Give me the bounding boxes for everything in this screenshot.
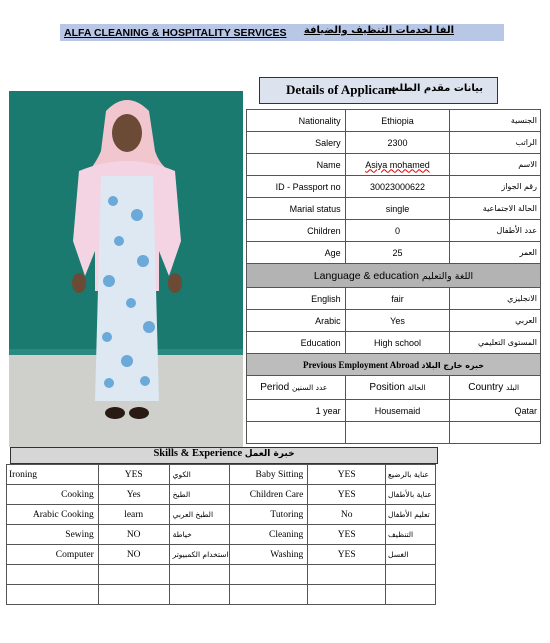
skill-name: Ironing: [7, 465, 99, 485]
skill-name: Children Care: [230, 485, 308, 505]
skill-value: No: [308, 505, 386, 525]
skill-name-ar: الطبخ: [169, 485, 230, 505]
label-ar: عدد الأطفال: [450, 220, 541, 242]
label-ar: الاسم: [450, 154, 541, 176]
applicant-details-table: [246, 109, 541, 444]
table-row: [247, 198, 541, 220]
label-ar: العمر: [450, 242, 541, 264]
value: 25: [345, 242, 450, 264]
position-header: [345, 376, 450, 400]
table-row: [247, 132, 541, 154]
country-header: [450, 376, 541, 400]
skill-name-ar: عناية بالأطفال: [386, 485, 436, 505]
country-value: Qatar: [450, 400, 541, 422]
table-row: [247, 422, 541, 444]
skill-name: Cooking: [7, 485, 99, 505]
skills-table: [6, 464, 436, 605]
skill-name-ar: التنظيف: [386, 525, 436, 545]
skill-value: learn: [98, 505, 169, 525]
skill-value: YES: [98, 465, 169, 485]
position-en: Position: [369, 382, 405, 393]
value: High school: [345, 332, 450, 354]
employment-title-ar: خبره خارج البلاد: [421, 360, 485, 370]
position-ar: الحالة: [407, 383, 426, 392]
company-name-ar: الفا لخدمات التنظيف والضيافة: [303, 25, 454, 36]
table-row: [247, 110, 541, 132]
employment-section-header: [247, 354, 541, 376]
skill-value: NO: [98, 545, 169, 565]
skill-name: Computer: [7, 545, 99, 565]
label-ar: رقم الجواز: [450, 176, 541, 198]
empty-cell: [7, 585, 99, 605]
language-title-ar: اللغة والتعليم: [421, 270, 474, 282]
applicant-name: Asiya mohamed: [365, 159, 430, 170]
empty-cell: [308, 585, 386, 605]
skill-value: YES: [308, 545, 386, 565]
empty-cell: [386, 585, 436, 605]
skill-name-ar: الغسل: [386, 545, 436, 565]
label-ar: الجنسية: [450, 110, 541, 132]
table-row: [7, 465, 436, 485]
skill-name: Tutoring: [230, 505, 308, 525]
value: Yes: [345, 310, 450, 332]
empty-cell: [308, 565, 386, 585]
table-row: [247, 220, 541, 242]
label-ar: المستوى التعليمي: [450, 332, 541, 354]
empty-cell: [169, 585, 230, 605]
skills-title-en: Skills & Experience: [153, 448, 243, 459]
table-row: [7, 545, 436, 565]
empty-cell: [98, 565, 169, 585]
period-en: Period: [260, 382, 290, 393]
table-row: [247, 242, 541, 264]
label-en: Children: [247, 220, 346, 242]
skill-name-ar: عناية بالرضيع: [386, 465, 436, 485]
label-ar: الحالة الاجتماعية: [450, 198, 541, 220]
period-ar: عدد السنين: [291, 383, 328, 392]
value: 2300: [345, 132, 450, 154]
section-title: [247, 354, 541, 376]
section-title: [247, 264, 541, 288]
empty-cell: [345, 422, 450, 444]
empty-cell: [98, 585, 169, 605]
label-en: Arabic: [247, 310, 346, 332]
skill-name: Sewing: [7, 525, 99, 545]
empty-cell: [7, 565, 99, 585]
skill-name-ar: الطبخ العربي: [169, 505, 230, 525]
applicant-photo: [9, 91, 243, 447]
details-header: [259, 77, 498, 104]
label-en: Name: [247, 154, 346, 176]
table-row: [7, 485, 436, 505]
label-en: Marial status: [247, 198, 346, 220]
skill-name: Washing: [230, 545, 308, 565]
period-value: 1 year: [247, 400, 346, 422]
empty-cell: [169, 565, 230, 585]
label-en: Age: [247, 242, 346, 264]
table-row: [247, 154, 541, 176]
period-header: [247, 376, 346, 400]
skills-title-ar: خبرة العمل: [244, 449, 295, 459]
details-title-ar: بيانات مقدم الطلب: [388, 83, 483, 94]
skill-name-ar: خياطة: [169, 525, 230, 545]
skill-value: YES: [308, 465, 386, 485]
skill-value: YES: [308, 525, 386, 545]
employment-title-en: Previous Employment Abroad: [302, 359, 420, 370]
skill-name-ar: استخدام الكمبيوتر: [169, 545, 230, 565]
details-title-en: Details of Applicant: [286, 82, 396, 97]
position-value: Housemaid: [345, 400, 450, 422]
label-en: Education: [247, 332, 346, 354]
table-row: [247, 332, 541, 354]
label-en: Nationality: [247, 110, 346, 132]
table-row: [247, 310, 541, 332]
label-en: ID - Passport no: [247, 176, 346, 198]
skill-value: YES: [308, 485, 386, 505]
table-row: [7, 585, 436, 605]
value: fair: [345, 288, 450, 310]
skill-value: Yes: [98, 485, 169, 505]
country-en: Country: [468, 382, 504, 393]
empty-cell: [230, 585, 308, 605]
table-row: [247, 176, 541, 198]
value: 30023000622: [345, 176, 450, 198]
table-row: [7, 565, 436, 585]
skill-name: Cleaning: [230, 525, 308, 545]
table-row: [247, 400, 541, 422]
table-row: [7, 505, 436, 525]
label-ar: الانجليزي: [450, 288, 541, 310]
table-row: [7, 525, 436, 545]
employment-header-row: [247, 376, 541, 400]
value: Ethiopia: [345, 110, 450, 132]
empty-cell: [386, 565, 436, 585]
skill-name: Baby Sitting: [230, 465, 308, 485]
skill-name-ar: تعليم الأطفال: [386, 505, 436, 525]
empty-cell: [247, 422, 346, 444]
table-row: [247, 288, 541, 310]
skill-name: Arabic Cooking: [7, 505, 99, 525]
applicant-photo-illustration: [9, 91, 243, 447]
label-en: English: [247, 288, 346, 310]
empty-cell: [450, 422, 541, 444]
value: 0: [345, 220, 450, 242]
skill-name-ar: الكوي: [169, 465, 230, 485]
empty-cell: [230, 565, 308, 585]
country-ar: البلد: [506, 383, 520, 392]
language-section-header: [247, 264, 541, 288]
label-ar: العربي: [450, 310, 541, 332]
company-name-en: ALFA CLEANING & HOSPITALITY SERVICES: [64, 27, 287, 39]
value: single: [345, 198, 450, 220]
value: [345, 154, 450, 176]
skill-value: NO: [98, 525, 169, 545]
skills-header: [10, 447, 438, 464]
company-banner: [60, 24, 504, 41]
language-title-en: Language & education: [313, 269, 419, 282]
label-en: Salery: [247, 132, 346, 154]
label-ar: الراتب: [450, 132, 541, 154]
